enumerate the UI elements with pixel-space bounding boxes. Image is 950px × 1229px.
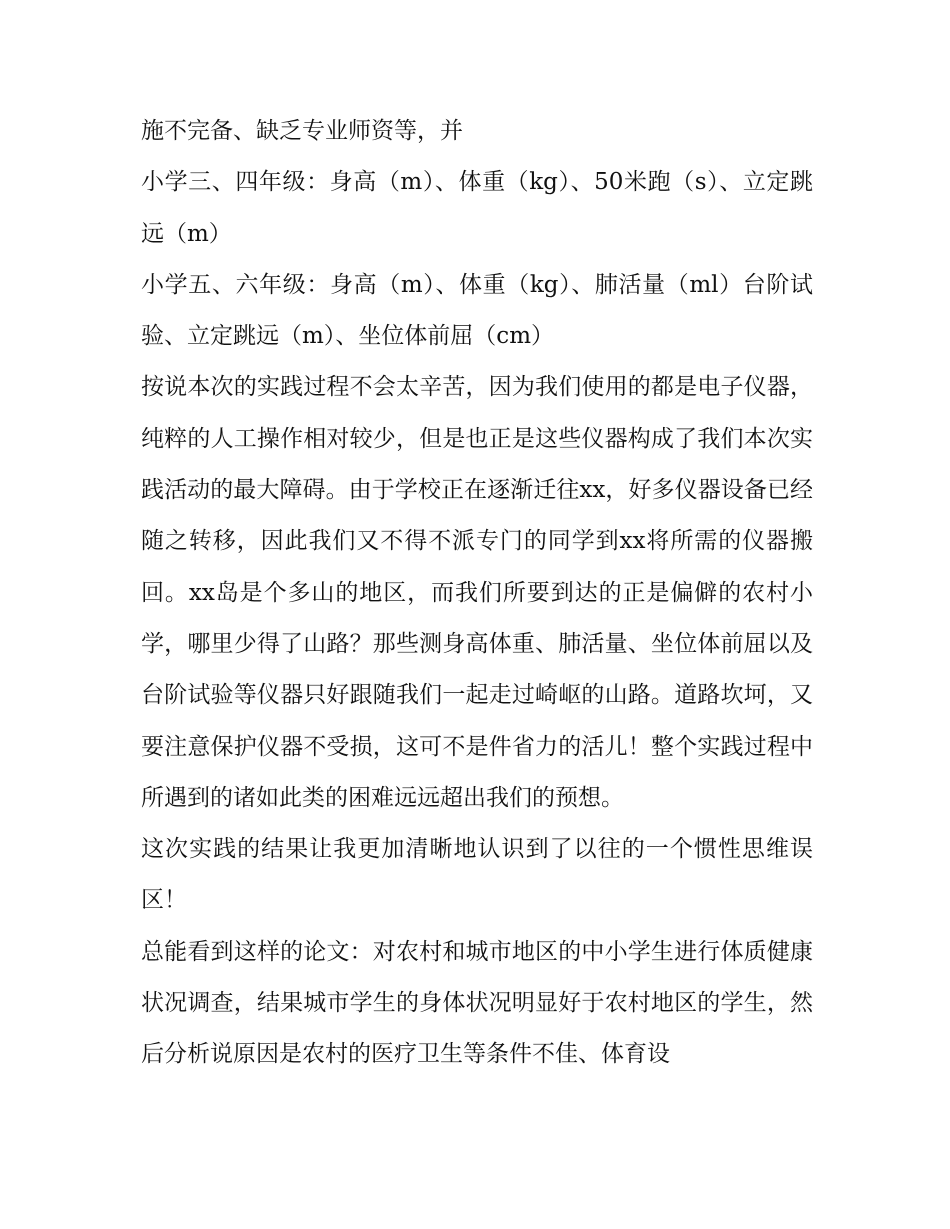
paragraph-practice-difficulties: 按说本次的实践过程不会太辛苦，因为我们使用的都是电子仪器，纯粹的人工操作相对较少，但是也正是这些仪器构成了我们本次实践活动的最大障碍。由于学校正在逐渐迁往xx，好多仪器设备已经随之转移，因此我们又不得不派专门的同学到xx将所需的仪器搬回。xx岛是个多山的地区，而我们所要到达的正是偏僻的农村小学，哪里少得了山路？那些测身高体重、肺活量、坐位体前屈以及台阶试验等仪器只好跟随我们一起走过崎岖的山路。道路坎坷，又要注意保护仪器不受损，这可不是件省力的活儿！整个实践过程中所遇到的诸如此类的困难远远超出我们的预想。 [141,374,813,811]
paragraph-facilities-fragment: 施不完备、缺乏专业师资等，并 [141,118,463,144]
paragraph-grade-3-4-tests: 小学三、四年级：身高（m）、体重（kg）、50米跑（s）、立定跳远（m） [141,169,813,247]
document-body [141,106,813,1081]
paragraph-paper-observation: 总能看到这样的论文：对农村和城市地区的中小学生进行体质健康状况调查，结果城市学生的身体状况明显好于农村地区的学生，然后分析说原因是农村的医疗卫生等条件不佳、体育设 [141,938,813,1068]
paragraph-thinking-misconception: 这次实践的结果让我更加清晰地认识到了以往的一个惯性思维误区！ [141,836,813,914]
paragraph-grade-5-6-tests: 小学五、六年级：身高（m）、体重（kg）、肺活量（ml）台阶试验、立定跳远（m）、坐位体前屈（cm） [141,271,813,350]
